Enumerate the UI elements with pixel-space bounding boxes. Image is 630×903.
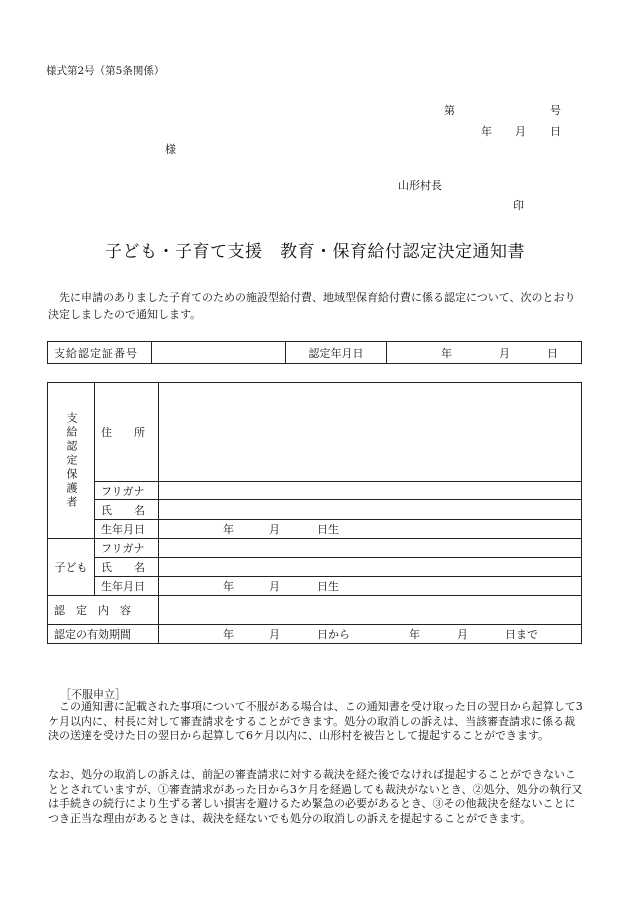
- period-label-cell: [48, 625, 159, 644]
- child-birth-year: 年: [223, 580, 234, 593]
- period-to-month: 月: [457, 628, 468, 641]
- recipient-honorific: 様: [165, 143, 176, 156]
- child-furigana-label-cell: [95, 539, 159, 558]
- issuer-name: 山形村長: [398, 179, 442, 192]
- content-label: 認 定 内 容: [54, 604, 131, 617]
- intro-text: 先に申請のありました子育てのための施設型給付費、地域型保育給付費に係る認定について、次のとおり決定しましたので通知します。: [48, 291, 576, 321]
- form-number: 様式第2号（第5条関係）: [46, 65, 165, 77]
- guardian-section-label-cell: [48, 383, 95, 539]
- cert-date-year: 年: [441, 346, 452, 360]
- cert-date-label: 認定年月日: [286, 342, 387, 364]
- content-label-cell: [48, 596, 159, 625]
- cert-number-value[interactable]: [152, 342, 286, 364]
- guardian-birth-value[interactable]: [159, 520, 582, 539]
- seal-mark: 印: [513, 199, 524, 212]
- child-name-label-cell: [95, 558, 159, 577]
- certificate-row-table: [47, 341, 582, 364]
- period-from-day: 日から: [317, 628, 350, 641]
- doc-number-prefix: 第: [444, 104, 455, 117]
- cert-number-label: 支給認定証番号: [54, 346, 138, 360]
- period-from-year: 年: [223, 628, 234, 641]
- guardian-name-value[interactable]: [159, 500, 582, 520]
- date-month: 月: [515, 125, 526, 138]
- cert-date-value[interactable]: [387, 342, 582, 364]
- guardian-furigana-value[interactable]: [159, 482, 582, 500]
- period-value[interactable]: [159, 625, 582, 644]
- date-year: 年: [481, 125, 492, 138]
- child-name-value[interactable]: [159, 558, 582, 577]
- period-to-day: 日まで: [505, 628, 538, 641]
- child-section-label: 子ども: [54, 561, 88, 574]
- doc-number-suffix: 号: [550, 104, 561, 117]
- child-birth-day: 日生: [317, 580, 339, 593]
- guardian-birth-day: 日生: [317, 523, 339, 536]
- guardian-name-label-cell: [95, 500, 159, 520]
- cert-date-month: 月: [499, 346, 510, 360]
- objection-paragraph-1: この通知書に記載された事項について不服がある場合は、この通知書を受け取った日の翌日から起算して3ケ月以内に、村長に対して審査請求をすることができます。処分の取消しの訴えは、当該審査請求に係る裁決の送達を受けた日の翌日から起算して6ケ月以内に、山形村を被告として提起することができます。: [48, 700, 583, 742]
- child-birth-month: 月: [269, 580, 280, 593]
- child-section-label-cell: [48, 539, 95, 596]
- guardian-furigana-label-cell: [95, 482, 159, 500]
- cert-date-day: 日: [547, 346, 558, 360]
- child-furigana-value[interactable]: [159, 539, 582, 558]
- cert-number-label-cell: [48, 342, 152, 364]
- guardian-birth-label-cell: [95, 520, 159, 539]
- period-to-year: 年: [409, 628, 420, 641]
- content-value[interactable]: [159, 596, 582, 625]
- child-birth-label: 生年月日: [101, 580, 145, 593]
- guardian-address-value[interactable]: [159, 383, 582, 482]
- guardian-furigana-label: フリガナ: [101, 484, 145, 498]
- guardian-birth-year: 年: [223, 523, 234, 536]
- objection-heading: ［不服申立］: [60, 688, 126, 701]
- objection-paragraph-2: なお、処分の取消しの訴えは、前記の審査請求に対する裁決を経た後でなければ提起することができないこととされていますが、①審査請求があった日から3ケ月を経過しても裁決がないとき、②処分、処分の執行又は手続きの続行により生ずる著しい損害を避けるため緊急の必要があるとき、③その他裁決を経ないことにつき正当な理由があるときは、裁決を経ないでも処分の取消しの訴えを提起することができます。: [48, 768, 583, 825]
- period-label: 認定の有効期間: [54, 628, 131, 641]
- child-birth-label-cell: [95, 577, 159, 596]
- child-name-label: 氏 名: [101, 561, 145, 574]
- address-label-cell: [95, 383, 159, 482]
- guardian-birth-label: 生年月日: [101, 523, 145, 536]
- guardian-section-label: 支給認定保護者: [65, 411, 78, 510]
- document-title: 子ども・子育て支援 教育・保育給付認定決定通知書: [105, 242, 525, 262]
- date-day: 日: [550, 125, 561, 138]
- child-birth-value[interactable]: [159, 577, 582, 596]
- certification-table: [47, 382, 582, 644]
- address-label: 住 所: [101, 426, 145, 439]
- period-from-month: 月: [269, 628, 280, 641]
- guardian-birth-month: 月: [269, 523, 280, 536]
- child-furigana-label: フリガナ: [101, 542, 145, 555]
- guardian-name-label: 氏 名: [101, 503, 145, 517]
